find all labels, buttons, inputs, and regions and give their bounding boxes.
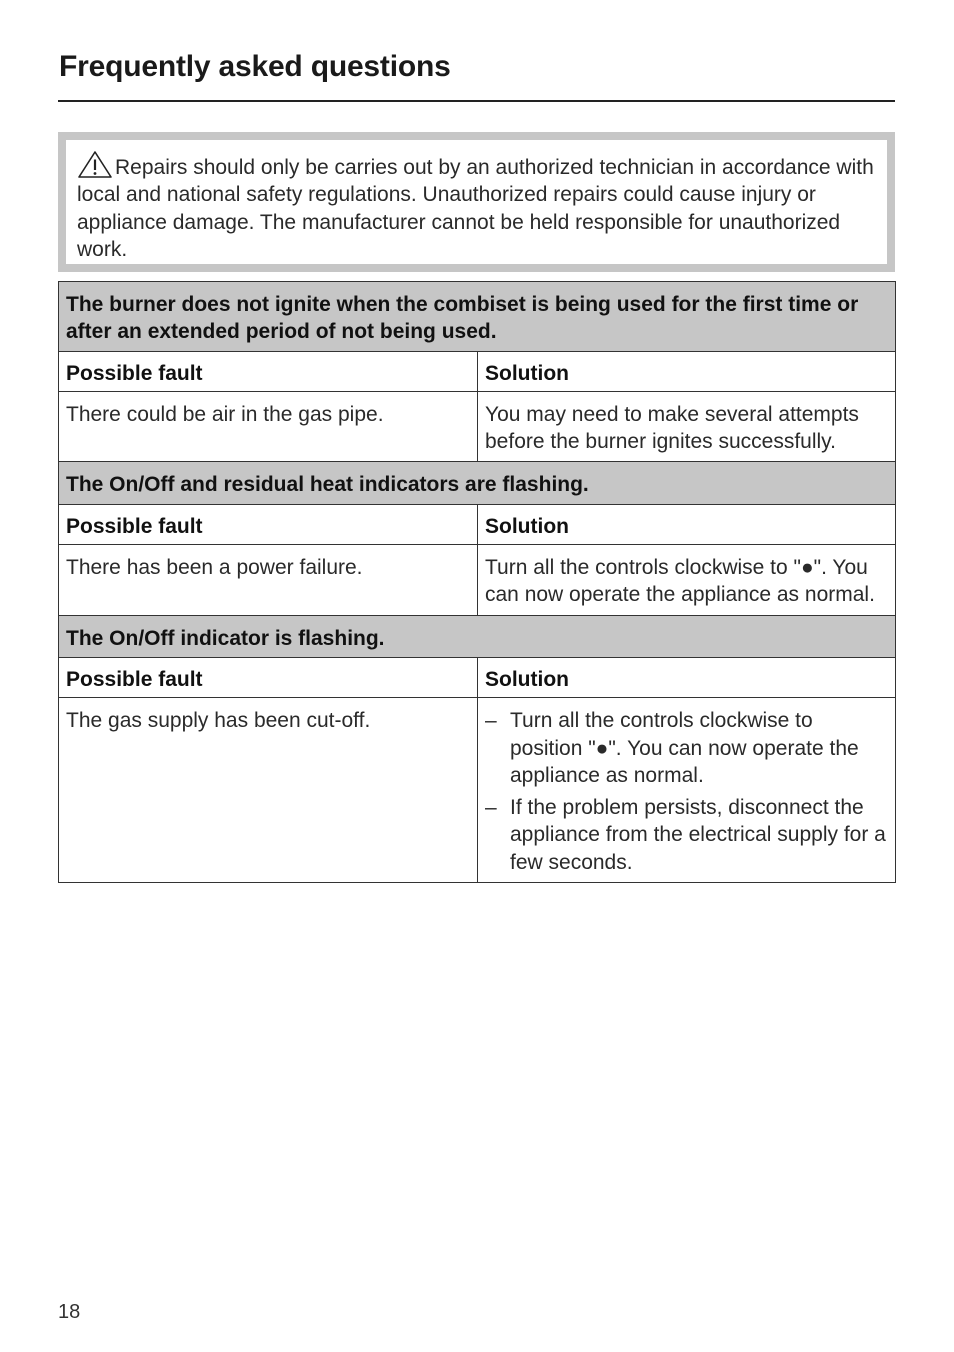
- possible-fault-header: Possible fault: [59, 351, 478, 391]
- solution-cell: Turn all the controls clockwise to "●". You can now operate the appliance as normal.: [478, 545, 896, 616]
- column-header-row: [59, 351, 896, 391]
- section-heading-row: [59, 282, 896, 352]
- possible-fault-header: Possible fault: [59, 657, 478, 697]
- column-header-row: [59, 504, 896, 544]
- list-item: [485, 794, 888, 876]
- solution-header: Solution: [478, 657, 896, 697]
- section-heading: The On/Off and residual heat indicators are flashing.: [59, 462, 896, 504]
- solution-header: Solution: [478, 504, 896, 544]
- warning-content: [66, 140, 887, 264]
- solution-cell: [478, 698, 896, 883]
- page-title: Frequently asked questions: [59, 50, 451, 83]
- warning-text: Repairs should only be carries out by an authorized technician in accordance with local and national safety regulations. Unauthorized repairs could cause injury or appliance damage. The manufacturer cannot be held responsible for unauthorized work.: [77, 156, 874, 261]
- section-heading-row: [59, 462, 896, 504]
- solution-step-text: Turn all the controls clockwise to position "●". You can now operate the appliance as normal.: [510, 709, 859, 787]
- solution-list: [485, 707, 888, 876]
- table-row: [59, 545, 896, 616]
- faq-table: [58, 281, 896, 883]
- dash-bullet: –: [485, 796, 497, 820]
- section-heading: The burner does not ignite when the combiset is being used for the first time or after an extended period of not being used.: [59, 282, 896, 352]
- warning-box: [58, 132, 895, 272]
- solution-header: Solution: [478, 351, 896, 391]
- section-heading-row: [59, 615, 896, 657]
- table-row: [59, 698, 896, 883]
- column-header-row: [59, 657, 896, 697]
- dash-bullet: –: [485, 709, 497, 733]
- warning-triangle-icon: [77, 150, 113, 178]
- title-divider: [58, 100, 895, 102]
- fault-cell: There has been a power failure.: [59, 545, 478, 616]
- page-number: 18: [58, 1301, 81, 1323]
- possible-fault-header: Possible fault: [59, 504, 478, 544]
- table-row: [59, 391, 896, 462]
- fault-cell: The gas supply has been cut-off.: [59, 698, 478, 883]
- solution-cell: You may need to make several attempts before the burner ignites successfully.: [478, 391, 896, 462]
- section-heading: The On/Off indicator is flashing.: [59, 615, 896, 657]
- solution-step-text: If the problem persists, disconnect the appliance from the electrical supply for a few seconds.: [510, 796, 886, 874]
- list-item: [485, 707, 888, 789]
- fault-cell: There could be air in the gas pipe.: [59, 391, 478, 462]
